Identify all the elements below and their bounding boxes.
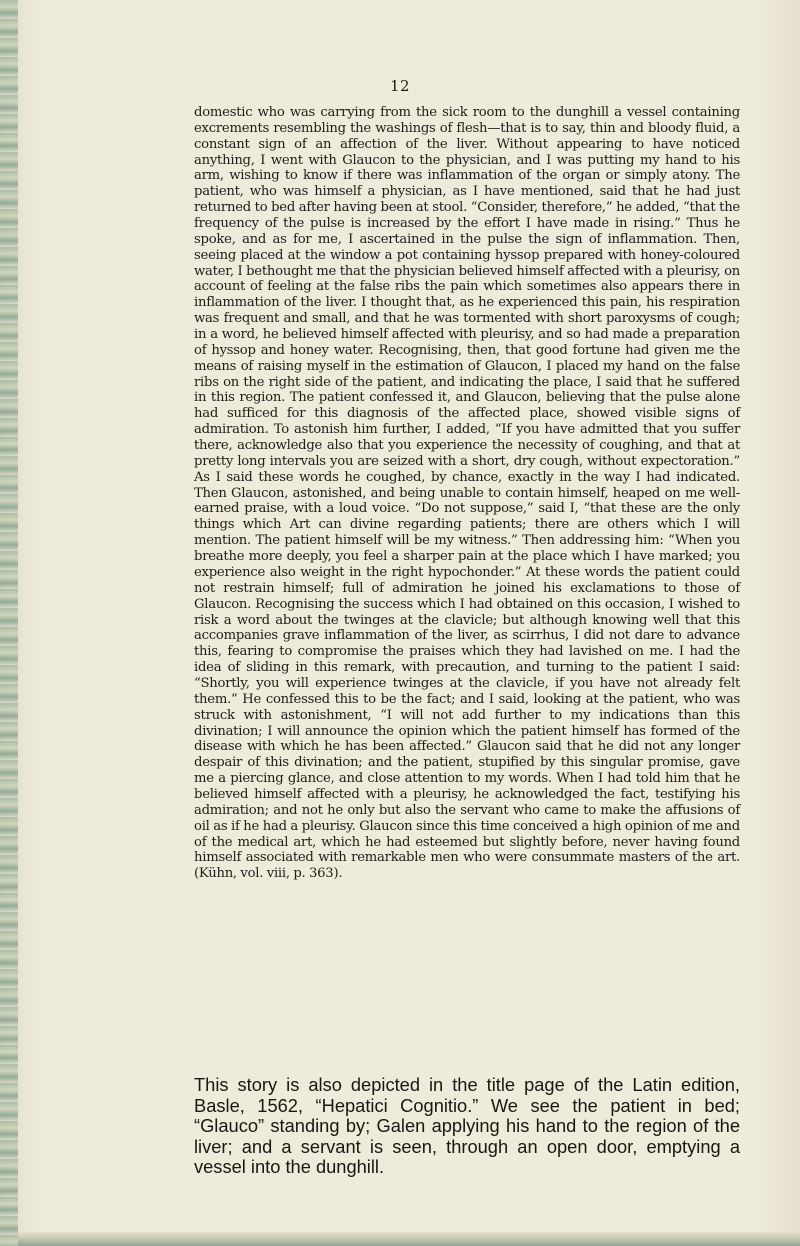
binding-edge bbox=[0, 0, 18, 1246]
page-bottom-edge bbox=[18, 1232, 800, 1246]
page-number: 12 bbox=[389, 77, 411, 95]
caption-paragraph: This story is also depicted in the title page of the Latin edition, Basle, 1562, “Hepatici Cognitio.” We see the patient in bed; “Glauco” standing by; Galen applying his hand to the region of the liver; and a servant is seen, through an open door, emptying a vessel into the dunghill. bbox=[194, 1074, 740, 1177]
body-paragraph: domestic who was carrying from the sick room to the dunghill a vessel containing excrements resembling the washings of flesh—that is to say, thin and bloody fluid, a constant sign of an affection of the liver. Without appearing to have noticed anything, I went with Glaucon to the physician, and I was putting my hand to his arm, wishing to know if there was inflammation of the organ or simply atony. The patient, who was himself a physician, as I have mentioned, said that he had just returned to bed after having been at stool. “Consider, therefore,” he added, “that the frequency of the pulse is increased by the effort I have made in rising.” Thus he spoke, and as for me, I ascertained in the pulse the sign of inflammation. Then, seeing placed at the window a pot containing hyssop prepared with honey-coloured water, I bethought me that the physician believed himself affected with a pleurisy, on account of feeling at the false ribs the pain which sometimes also appears there in inflammation of the liver. I thought that, as he experienced this pain, his respiration was frequent and small, and that he was tormented with short paroxysms of cough; in a word, he believed himself affected with pleurisy, and so had made a preparation of hyssop and honey water. Recognising, then, that good fortune had given me the means of raising myself in the estimation of Glaucon, I placed my hand on the false ribs on the right side of the patient, and indicating the place, I said that he suffered in this region. The patient confessed it, and Glaucon, believing that the pulse alone had sufficed for this diagnosis of the affected place, showed visible signs of admiration. To astonish him further, I added, “If you have admitted that you suffer there, acknowledge also that you experience the necessity of coughing, and that at pretty long intervals you are seized with a short, dry cough, without expectoration.” As I said these words he coughed, by chance, exactly in the way I had indicated. Then Glaucon, astonished, and being unable to contain himself, heaped on me well-earned praise, with a loud voice. “Do not suppose,” said I, “that these are the only things which Art can divine regarding patients; there are others which I will mention. The patient himself will be my witness.” Then addressing him: “When you breathe more deeply, you feel a sharper pain at the place which I have marked; you experience also weight in the right hypochonder.” At these words the patient could not restrain himself; full of admiration he joined his exclamations to those of Glaucon. Recognising the success which I had obtained on this occasion, I wished to risk a word about the twinges at the clavicle; but although knowing well that this accompanies grave inflammation of the liver, as scirrhus, I did not dare to advance this, fearing to compromise the praises which they had lavished on me. I had the idea of sliding in this remark, with precaution, and turning to the patient I said: “Shortly, you will experience twinges at the clavicle, if you have not already felt them.” He confessed this to be the fact; and I said, looking at the patient, who was struck with astonishment, “I will not add further to my indications than this divination; I will announce the opinion which the patient himself has formed of the disease with which he has been affected.” Glaucon said that he did not any longer despair of this divination; and the patient, stupified by this singular promise, gave me a piercing glance, and close attention to my words. When I had told him that he believed himself affected with a pleurisy, he acknowledged the fact, testifying his admiration; and not he only but also the servant who came to make the affusions of oil as if he had a pleurisy. Glaucon since this time conceived a high opinion of me and of the medical art, which he had esteemed but slightly before, never having found himself associated with remarkable men who were consummate masters of the art. (Kühn, vol. viii, p. 363). bbox=[194, 105, 740, 882]
